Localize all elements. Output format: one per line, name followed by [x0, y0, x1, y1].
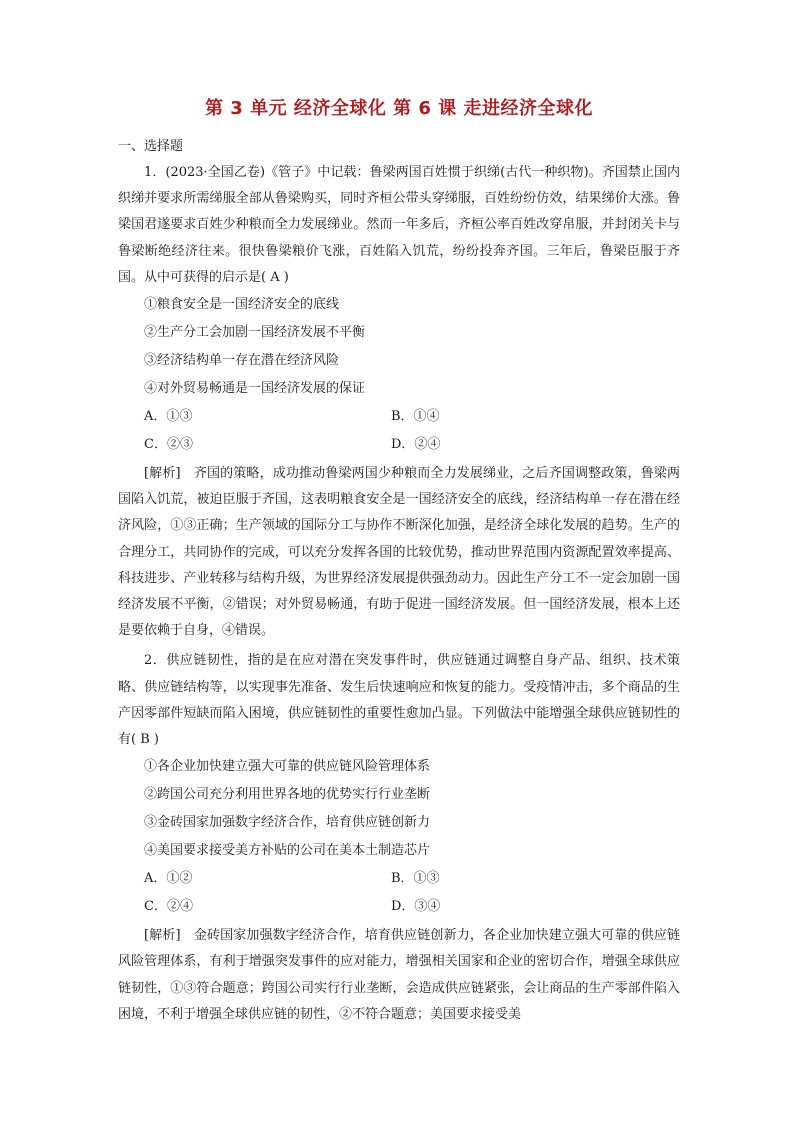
answer-options-row: [118, 893, 680, 921]
option-c: C．②③: [144, 437, 193, 453]
question-stem: 1．(2023·全国乙卷)《管子》中记载：鲁梁两国百姓惯于织绨(古代一种织物)。齐国禁止国内织绨并要求所需绨服全部从鲁梁购买，同时齐桓公带头穿绨服，百姓纷纷仿效，结果绨价大涨。鲁梁国君遂要求百姓少种粮而全力发展绨业。然而一年多后，齐桓公率百姓改穿帛服，并封闭关卡与鲁梁断绝经济往来。很快鲁梁粮价飞涨，百姓陷入饥荒，纷纷投奔齐国。三年后，鲁梁臣服于齐国。从中可获得的启示是( A ): [118, 165, 680, 285]
statement-item: ②生产分工会加剧一国经济发展不平衡: [144, 325, 366, 341]
analysis-text: [解析] 齐国的策略，成功推动鲁梁两国少种粮而全力发展绨业，之后齐国调整政策，鲁梁两国陷入饥荒，被迫臣服于齐国，这表明粮食安全是一国经济安全的底线，经济结构单一存在潜在经济风险，①③正确；生产领域的国际分工与协作不断深化加强，是经济全球化发展的趋势。生产的合理分工，共同协作的完成，可以充分发挥各国的比较优势，推动世界范围内资源配置效率提高、科技进步、产业转移与结构升级，为世界经济发展提供强劲动力。因此生产分工不一定会加剧一国经济发展不平衡，②错误；对外贸易畅通，有助于促进一国经济发展。但一国经济发展，根本上还是要依赖于自身，④错误。: [118, 466, 680, 639]
answer-options-row: [118, 403, 680, 431]
question-2: [118, 648, 680, 1028]
option-a: A．①②: [144, 871, 193, 887]
question-stem: 2．供应链韧性，指的是在应对潜在突发事件时，供应链通过调整自身产品、组织、技术策略、供应链结构等，以实现事先准备、发生后快速响应和恢复的能力。受疫情冲击，多个商品的生产因零部件短缺而陷入困境，供应链韧性的重要性愈加凸显。下列做法中能增强全球供应链韧性的有( B ): [118, 653, 680, 748]
statement-item: ①粮食安全是一国经济安全的底线: [144, 297, 340, 313]
statement-item: ②跨国公司充分利用世界各地的优势实行行业垄断: [144, 787, 431, 803]
section-heading: 一、选择题: [118, 139, 184, 154]
question-1: [118, 160, 680, 644]
option-d: D．③④: [391, 899, 441, 915]
statement-item: ③经济结构单一存在潜在经济风险: [144, 353, 340, 369]
option-b: B．①③: [391, 871, 440, 887]
option-a: A．①③: [144, 409, 193, 425]
analysis-text: [解析] 金砖国家加强数字经济合作，培育供应链创新力，各企业加快建立强大可靠的供应链风险管理体系，有利于增强突发事件的应对能力，增强相关国家和企业的密切合作，增强全球供应链韧性，①③符合题意；跨国公司实行行业垄断，会造成供应链紧张，会让商品的生产零部件陷入困境，不利于增强全球供应链的韧性，②不符合题意；美国要求接受美: [118, 928, 680, 1022]
statement-item: ①各企业加快建立强大可靠的供应链风险管理体系: [144, 759, 431, 775]
answer-options-row: [118, 865, 680, 893]
option-d: D．②④: [391, 437, 441, 453]
statement-item: ③金砖国家加强数字经济合作，培育供应链创新力: [144, 815, 431, 831]
page-title: 第 3 单元 经济全球化 第 6 课 走进经济全球化: [205, 98, 593, 119]
answer-options-row: [118, 431, 680, 459]
statement-item: ④美国要求接受美方补贴的公司在美本土制造芯片: [144, 843, 431, 859]
option-c: C．②④: [144, 899, 193, 915]
option-b: B．①④: [391, 409, 440, 425]
statement-item: ④对外贸易畅通是一国经济发展的保证: [144, 381, 366, 397]
